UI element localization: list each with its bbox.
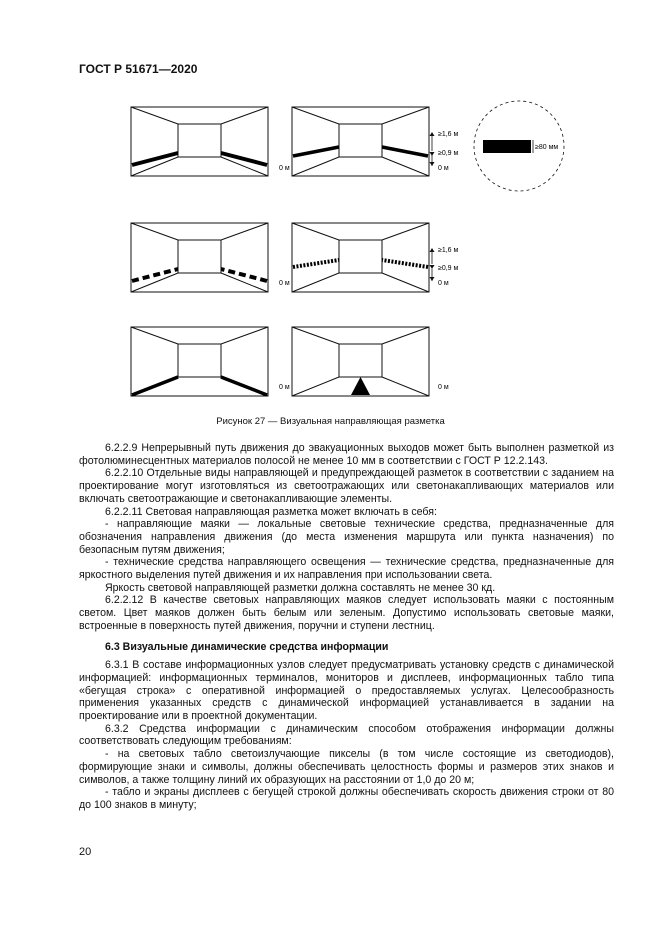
marking-strip — [483, 140, 531, 153]
figure-27 — [0, 0, 661, 400]
room-diagram-arrow-wall-lines — [292, 223, 429, 292]
room-diagram-center-triangle — [292, 327, 429, 396]
floor-marking-line — [221, 153, 267, 165]
label-0m: 0 м — [438, 280, 449, 287]
page-number: 20 — [79, 846, 92, 858]
room-diagram-floor-edge-lines — [131, 327, 268, 396]
paragraph: 6.2.2.10 Отдельные виды направляющей и предупреждающей разметок в соответствии с заданием на проектирование могут изготовляться из светоотражающих или светонакапливающих материалов или включать светоотражающие и светонакапливающие элементы. — [79, 467, 614, 505]
floor-edge-marking — [221, 377, 267, 395]
floor-marking-line — [132, 153, 178, 165]
wall-marking-line — [293, 147, 339, 156]
dimension-marks-row1 — [430, 132, 435, 166]
label-0m: 0 м — [438, 165, 449, 172]
room-diagram-wall-lines — [292, 107, 429, 176]
dashed-floor-marking — [221, 269, 267, 281]
arrow-wall-marking — [382, 260, 428, 267]
label-0m: 0 м — [279, 165, 290, 172]
figure-caption: Рисунок 27 — Визуальная направляющая разметка — [216, 416, 445, 427]
label-0m: 0 м — [438, 384, 449, 391]
wall-marking-line — [382, 147, 428, 156]
label-ge-1-6m: ≥1,6 м — [438, 247, 459, 254]
list-item: - технические средства направляющего освещения — технические средства, предназначенные для яркостного выделения путей движения и их направления при использовании света. — [79, 556, 614, 582]
paragraph: 6.3.2 Средства информации с динамическим способом отображения информации должны соответствовать следующим требованиям: — [79, 722, 614, 748]
dashed-floor-marking — [132, 269, 178, 281]
label-ge-0-9m: ≥0,9 м — [438, 265, 459, 272]
paragraph: 6.2.2.12 В качестве световых направляющих маяков следует использовать маяки с постоянным светом. Цвет маяков должен быть белым или зеленым. Допустимо использовать световые маяки, встроенные в поверхность путей движения, поручни и ступени лестниц. — [79, 594, 614, 632]
center-floor-marking — [351, 377, 370, 395]
arrow-wall-marking — [293, 260, 339, 267]
label-ge-0-9m: ≥0,9 м — [438, 150, 459, 157]
label-ge-1-6m: ≥1,6 м — [438, 131, 459, 138]
floor-edge-marking — [132, 377, 178, 395]
paragraph: 6.2.2.9 Непрерывный путь движения до эвакуационных выходов может быть выполнен разметкой из фотолюминесцентных материалов полосой не менее 10 мм в соответствии с ГОСТ Р 12.2.143. — [79, 442, 614, 467]
list-item: - направляющие маяки — локальные световые технические средства, предназначенные для обозначения направления движения (до места изменения маршрута или пункта назначения) по безопасным путям движения; — [79, 518, 614, 556]
label-0m: 0 м — [279, 384, 290, 391]
dimension-marks-row2 — [430, 248, 435, 281]
list-item: - на световых табло светоизлучающие пикселы (в том числе состоящие из светодиодов), формирующие знаки и символы, должны обеспечивать целостность формы и размеров этих знаков и символов, а также толщину линий их образующих на расстоянии от 1,0 до 20 м; — [79, 748, 614, 786]
room-diagram-dashed-floor-lines — [131, 223, 268, 292]
document-code: ГОСТ Р 51671—2020 — [79, 62, 198, 76]
section-heading: 6.3 Визуальные динамические средства информации — [105, 640, 389, 653]
label-ge-80mm: ≥80 мм — [535, 144, 559, 151]
body-text — [79, 442, 614, 812]
paragraph: 6.2.2.11 Световая направляющая разметка может включать в себя: — [105, 505, 437, 518]
list-item: - табло и экраны дисплеев с бегущей строкой должны обеспечивать скорость движения строки от 80 до 100 знаков в минуту; — [79, 786, 614, 811]
paragraph: Яркость световой направляющей разметки должна составлять не менее 30 кд. — [105, 581, 496, 594]
paragraph: 6.3.1 В составе информационных узлов следует предусматривать установку средств с динамической информацией: информационных терминалов, мониторов и дисплеев, информационных табло типа «бегущая строка» с оперативной информацией о предоставляемых услугах. Целесообразность применения указанных средств с динамической информацией устанавливается в задании на проектирование или в проектной документации. — [79, 659, 614, 723]
label-0m: 0 м — [279, 280, 290, 287]
room-diagram-floor-lines — [131, 107, 268, 176]
